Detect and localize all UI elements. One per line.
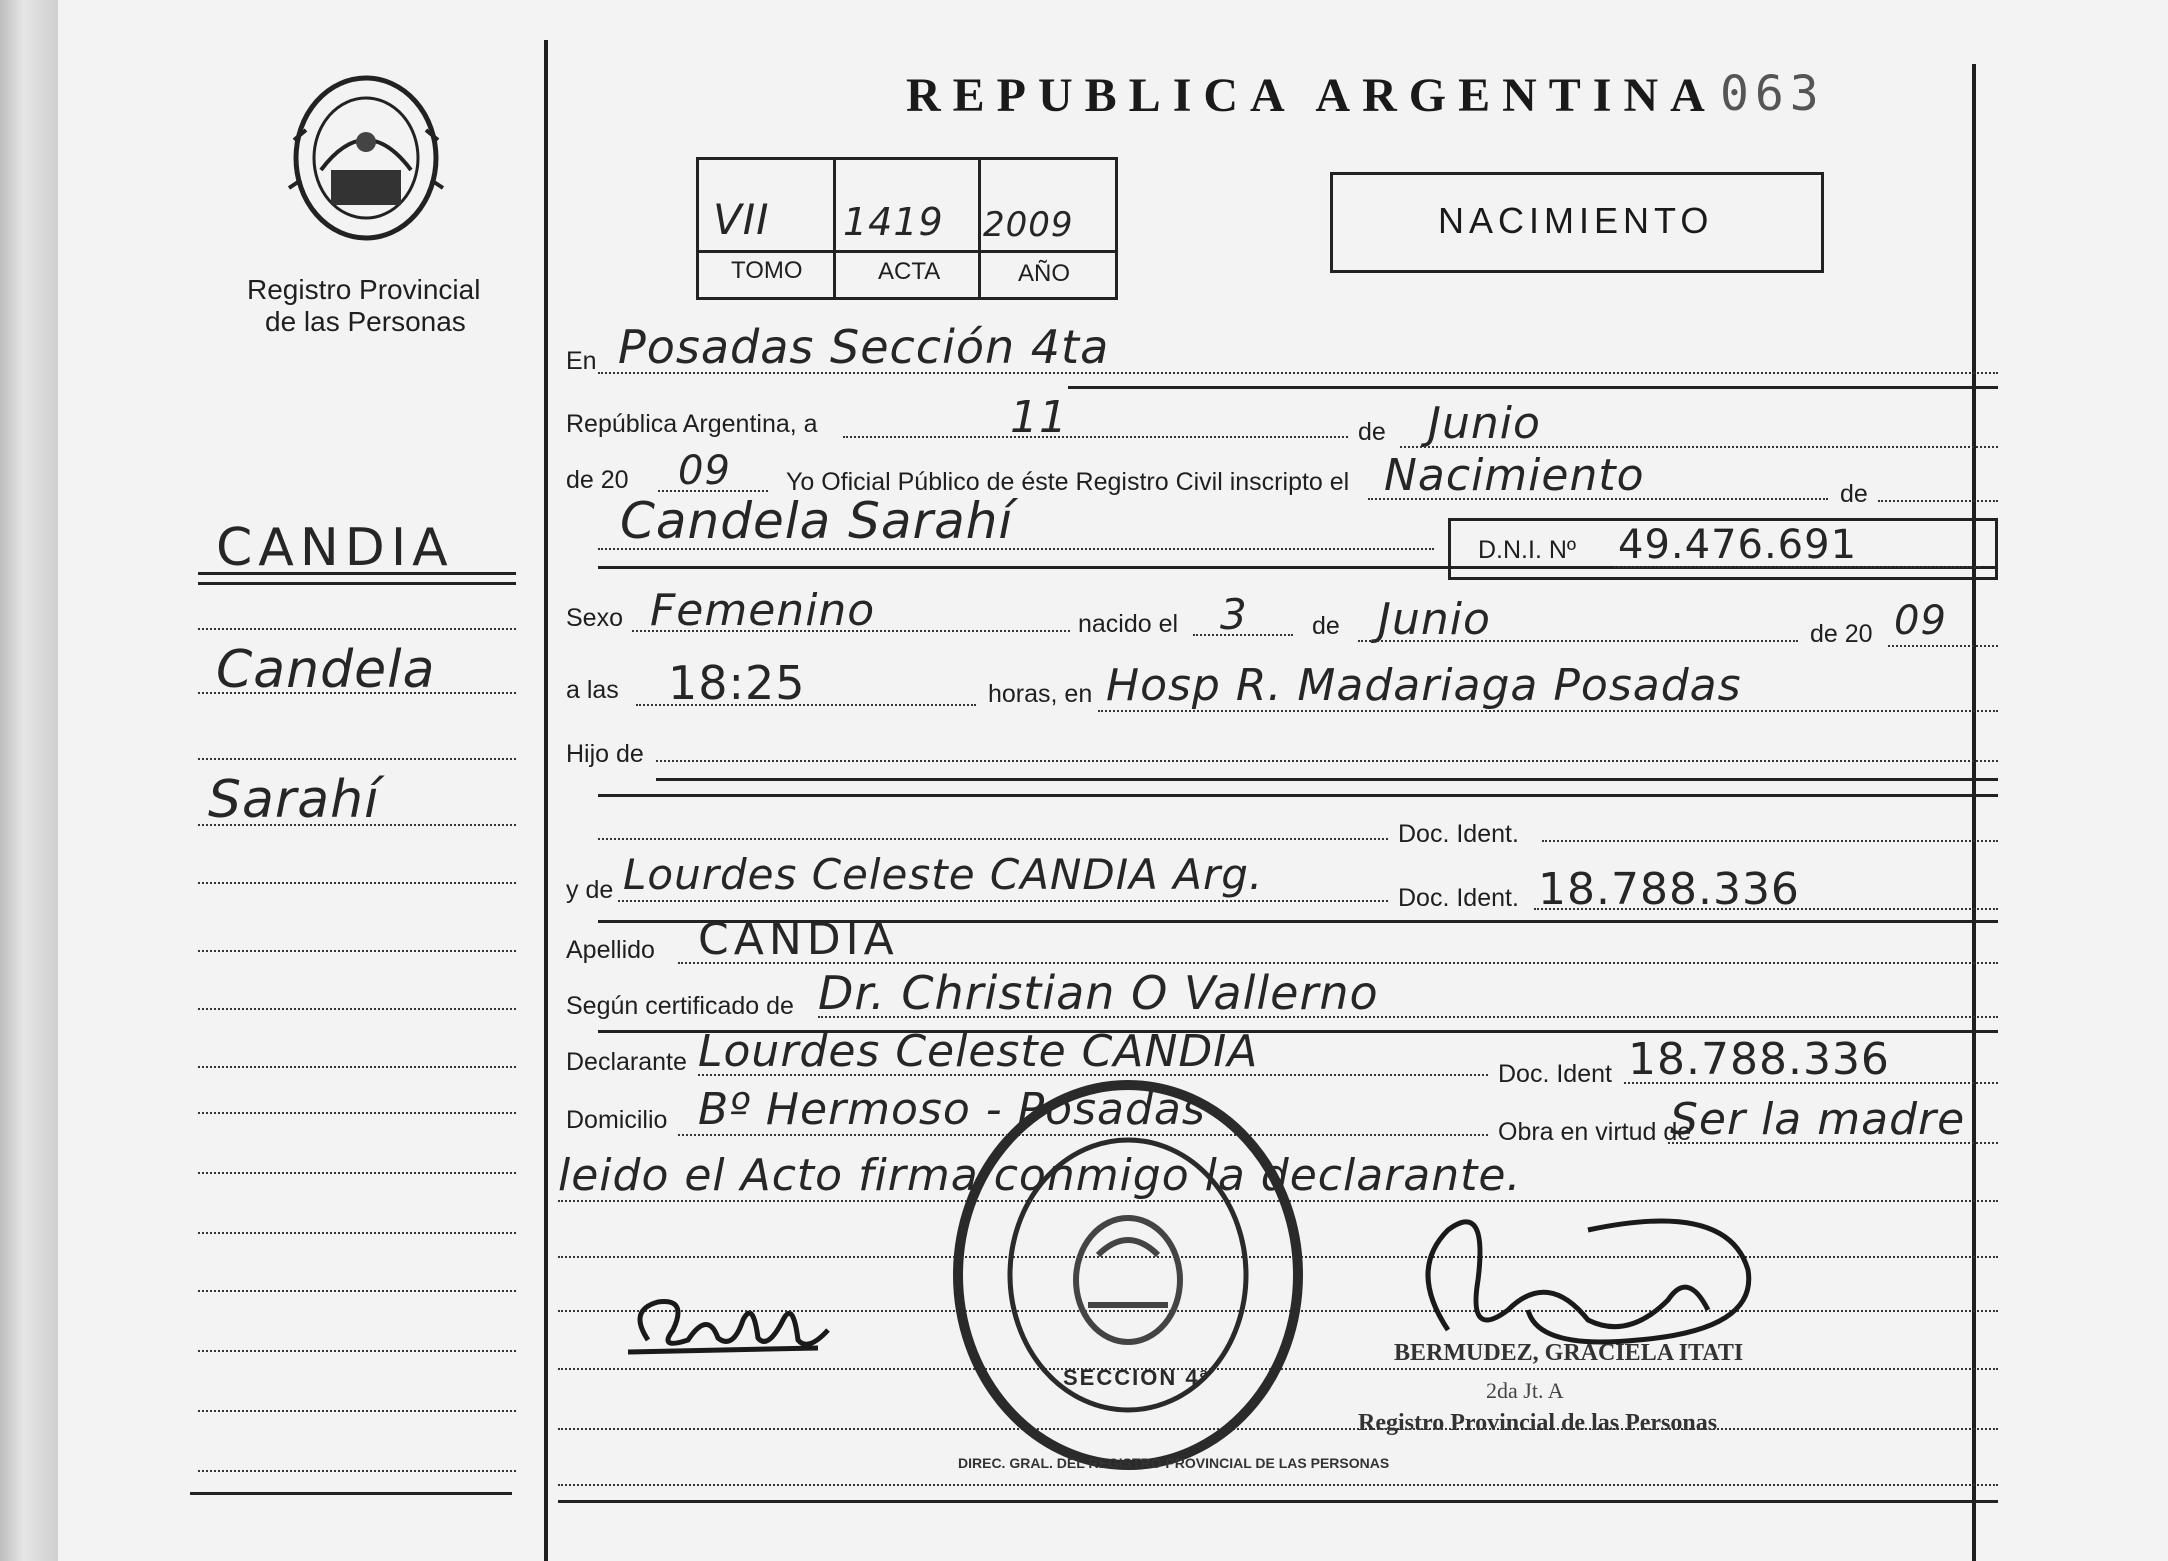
form-line <box>656 760 1998 762</box>
sexo-value: Femenino <box>650 585 876 636</box>
form-line <box>1888 645 1998 647</box>
form-line <box>843 436 1348 438</box>
domicilio-label: Domicilio <box>566 1106 668 1134</box>
form-line <box>558 1500 1998 1503</box>
tomo-value: VII <box>713 195 770 244</box>
margin-line <box>198 882 516 884</box>
record-id-col-divider-2 <box>978 157 981 297</box>
form-line <box>1368 498 1828 500</box>
form-line <box>1534 908 1998 910</box>
stamp-inner-text: SECCION 4ª <box>1063 1365 1210 1390</box>
official-institution: Registro Provincial de las Personas <box>1358 1410 1718 1436</box>
closing-value: leido el Acto firma conmigo la declarante. <box>558 1150 1522 1201</box>
margin-line <box>198 1410 516 1412</box>
form-line <box>598 838 1388 840</box>
de20-label: de 20 <box>1810 620 1873 648</box>
mother-value: Lourdes Celeste CANDIA Arg. <box>623 850 1264 899</box>
ano-label: AÑO <box>1018 260 1071 287</box>
margin-line <box>198 582 516 585</box>
month-value: Junio <box>1428 398 1541 449</box>
birth-year: 09 <box>1894 598 1947 644</box>
place-value: Hosp R. Madariaga Posadas <box>1106 660 1742 711</box>
form-line <box>1068 386 1998 389</box>
yde-label: y de <box>566 876 614 904</box>
official-name: BERMUDEZ, GRACIELA ITATI <box>1394 1340 1744 1366</box>
en-label: En <box>566 347 597 375</box>
binding-edge <box>0 0 58 1561</box>
official-signature <box>1388 1190 1788 1360</box>
declarante-doc: 18.788.336 <box>1628 1034 1890 1085</box>
domicilio-value: Bº Hermoso - Posadas <box>698 1084 1206 1135</box>
margin-line <box>198 628 516 630</box>
form-line <box>818 1016 1998 1018</box>
right-border-line <box>1972 64 1976 1561</box>
country-title: REPUBLICA ARGENTINA <box>906 69 1717 122</box>
province-emblem <box>286 70 446 245</box>
margin-line <box>198 1232 516 1234</box>
stamp-outer-text: DIREC. GRAL. DEL REGISTRO PROVINCIAL DE LAS PERSONAS <box>958 1455 1390 1471</box>
form-line <box>1624 1082 1998 1084</box>
official-stamp <box>948 1075 1390 1475</box>
margin-line <box>198 1066 516 1068</box>
form-line <box>1098 710 1998 712</box>
margin-line <box>198 1172 516 1174</box>
doc-ident-label-3: Doc. Ident <box>1498 1060 1612 1088</box>
tomo-label: TOMO <box>731 257 803 284</box>
apellido-label: Apellido <box>566 936 655 964</box>
doc-ident-label-2: Doc. Ident. <box>1398 884 1519 912</box>
nacido-label: nacido el <box>1078 610 1179 638</box>
form-line <box>1400 446 1998 448</box>
emblem-seal-icon <box>286 70 446 245</box>
margin-line <box>198 950 516 952</box>
margin-line <box>198 824 516 826</box>
form-line <box>1358 640 1798 642</box>
horas-label: horas, en <box>988 680 1093 708</box>
form-line <box>598 794 1998 797</box>
margin-divider-line <box>544 40 548 1561</box>
record-type-label: NACIMIENTO <box>1438 200 1714 241</box>
margin-line <box>198 758 516 760</box>
time-value: 18:25 <box>668 656 806 710</box>
registry-name-line1: Registro Provincial <box>247 274 481 305</box>
form-line <box>598 372 1998 374</box>
margin-line <box>198 1290 516 1292</box>
inscribed-value: Nacimiento <box>1384 450 1645 501</box>
margin-line <box>198 1008 516 1010</box>
ano-value: 2009 <box>983 205 1074 245</box>
doc-ident-label-1: Doc. Ident. <box>1398 820 1519 848</box>
en-value: Posadas Sección 4ta <box>618 320 1110 374</box>
form-line <box>636 704 976 706</box>
margin-line <box>198 1470 516 1472</box>
alas-label: a las <box>566 676 619 704</box>
republica-label: República Argentina, a <box>566 410 818 438</box>
certificate-value: Dr. Christian O Vallerno <box>818 966 1379 1020</box>
de-label: de <box>1358 418 1386 446</box>
form-line <box>632 630 1070 632</box>
record-id-divider <box>696 250 1118 253</box>
form-line <box>656 778 1998 781</box>
registry-name-line2: de las Personas <box>265 306 466 337</box>
dni-value: 49.476.691 <box>1618 522 1858 568</box>
de-label-2: de <box>1840 480 1868 508</box>
official-text: Yo Oficial Público de éste Registro Civil inscripto el <box>786 468 1350 496</box>
declarante-value: Lourdes Celeste CANDIA <box>698 1026 1259 1077</box>
acta-label: ACTA <box>878 258 941 285</box>
form-line <box>1542 840 1998 842</box>
form-line <box>598 548 1434 550</box>
de-label-3: de <box>1312 612 1340 640</box>
margin-line <box>198 692 516 694</box>
obra-label: Obra en virtud de <box>1498 1118 1692 1146</box>
hijo-label: Hijo de <box>566 740 644 768</box>
form-line <box>558 1484 1998 1486</box>
form-line <box>678 962 1998 964</box>
margin-middle-name: Sarahí <box>208 770 380 830</box>
form-line <box>1668 1142 1998 1144</box>
day-value: 11 <box>1010 392 1068 443</box>
margin-line <box>198 572 516 575</box>
record-id-col-divider-1 <box>833 157 836 297</box>
form-line <box>1193 634 1293 636</box>
form-line <box>618 900 1388 902</box>
page-number: 063 <box>1720 66 1825 122</box>
margin-line <box>198 1112 516 1114</box>
margin-line <box>190 1492 512 1495</box>
birth-month: Junio <box>1378 594 1491 645</box>
margin-surname: CANDIA <box>216 518 454 578</box>
form-line <box>1878 500 1998 502</box>
dni-label: D.N.I. Nº <box>1478 536 1577 564</box>
official-role: 2da Jt. A <box>1486 1378 1564 1403</box>
margin-line <box>198 1350 516 1352</box>
sexo-label: Sexo <box>566 604 623 632</box>
birth-certificate-page <box>58 0 2168 1561</box>
margin-first-name: Candela <box>216 640 436 700</box>
birth-day: 3 <box>1220 590 1248 639</box>
name-value: Candela Sarahí <box>620 492 1014 550</box>
declarante-label: Declarante <box>566 1048 687 1076</box>
year-value: 09 <box>678 448 731 494</box>
declarant-signature <box>618 1290 838 1360</box>
apellido-value: CANDIA <box>698 914 899 965</box>
mother-doc: 18.788.336 <box>1538 864 1800 915</box>
acta-value: 1419 <box>843 200 944 244</box>
segun-label: Según certificado de <box>566 992 794 1020</box>
form-line <box>1614 566 1980 568</box>
year-prefix-label: de 20 <box>566 466 629 494</box>
obra-value: Ser la madre <box>1670 1094 1966 1145</box>
